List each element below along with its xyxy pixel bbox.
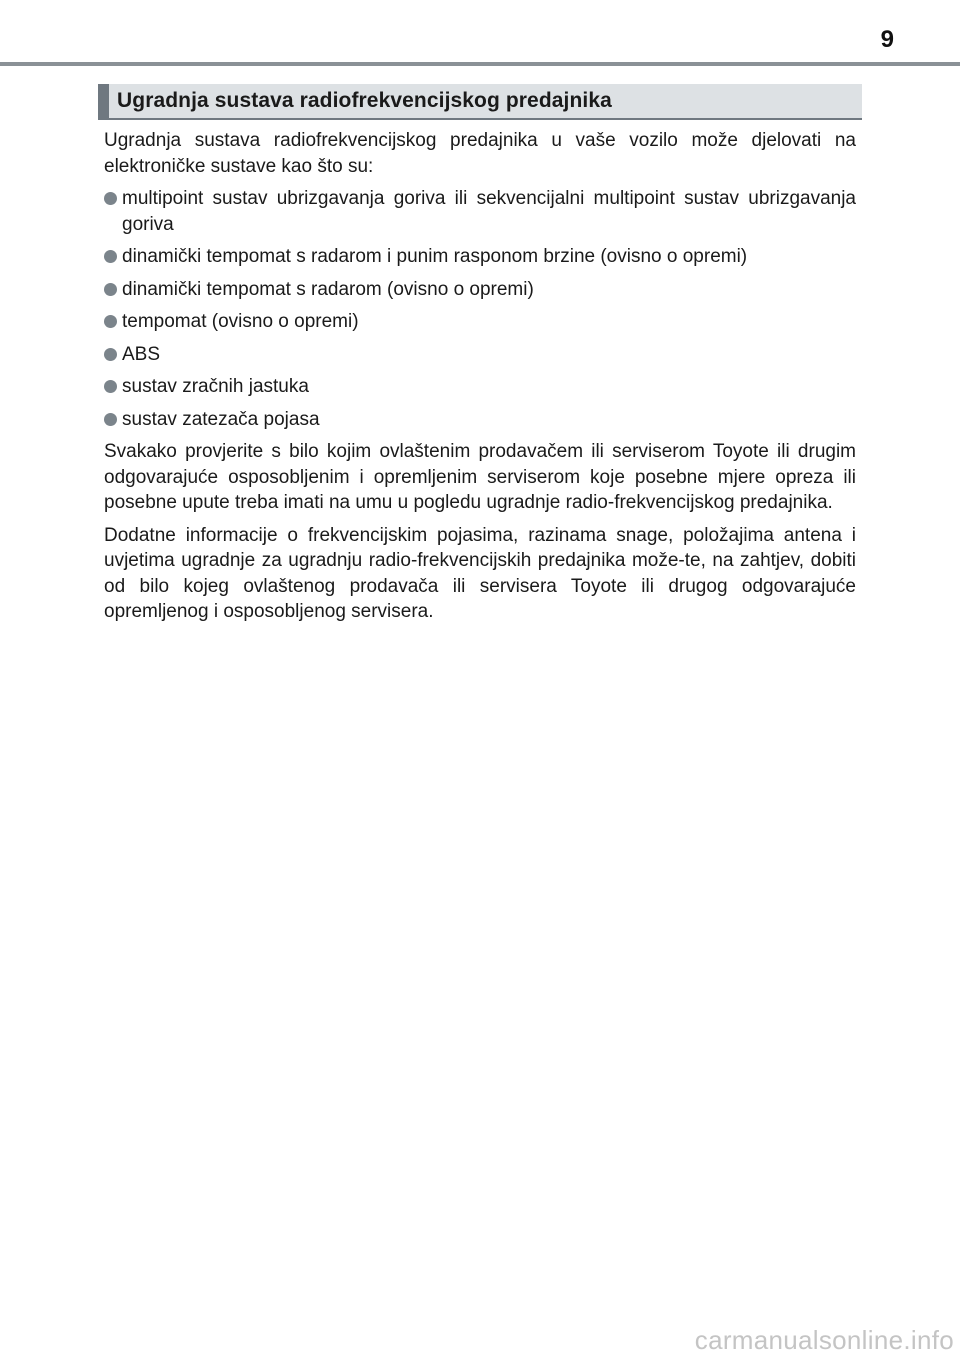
system-list <box>104 186 856 432</box>
list-item <box>104 244 856 270</box>
bullet-dot-icon <box>104 315 117 328</box>
intro-paragraph: Ugradnja sustava radiofrekvencijskog predajnika u vaše vozilo može djelovati na elektroničke sustave kao što su: <box>104 130 856 177</box>
bullet-dot-icon <box>104 192 117 205</box>
list-item-text: multipoint sustav ubrizgavanja goriva ili sekvencijalni multipoint sustav ubrizgavanja goriva <box>122 188 856 235</box>
section-header <box>98 84 862 118</box>
list-item <box>104 309 856 335</box>
list-item-text: ABS <box>122 343 161 365</box>
list-item <box>104 342 856 368</box>
list-item-text: tempomat (ovisno o opremi) <box>122 311 359 332</box>
bullet-dot-icon <box>104 380 117 393</box>
list-item-text: sustav zatezača pojasa <box>122 408 320 430</box>
list-item <box>104 374 856 400</box>
top-rule <box>0 62 960 66</box>
list-item <box>104 277 856 303</box>
section-content <box>104 128 856 632</box>
list-item-text: dinamički tempomat s radarom (ovisno o opremi) <box>122 278 534 300</box>
dealer-check-paragraph: Svakako provjerite s bilo kojim ovlaštenim prodavačem ili serviserom Toyote ili drugim odgovarajuće osposobljenim i opremljenim serviserom koje posebne mjere opreza ili posebne upute treba imati na umu u pogledu ugradnje radio-frekvencijskog predajnika. <box>104 441 856 513</box>
list-item-text: sustav zračnih jastuka <box>122 376 309 397</box>
list-item-text: dinamički tempomat s radarom i punim rasponom brzine (ovisno o opremi) <box>122 246 748 267</box>
bullet-dot-icon <box>104 283 117 296</box>
additional-info-paragraph: Dodatne informacije o frekvencijskim pojasima, razinama snage, položajima antena i uvjetima ugradnje za ugradnju radio-frekvencijskih predajnika može-te, na zahtjev, dobiti od bilo kojeg ovlaštenog prodavača ili servisera Toyote ili drugog odgovarajuće opremljenog i osposobljenog servisera. <box>104 524 856 622</box>
list-item <box>104 186 856 237</box>
page-number: 9 <box>880 26 894 53</box>
bullet-dot-icon <box>104 250 117 263</box>
list-item <box>104 407 856 433</box>
bullet-dot-icon <box>104 413 117 426</box>
bullet-dot-icon <box>104 348 117 361</box>
footer-watermark: carmanualsonline.info <box>694 1325 954 1355</box>
section-title: Ugradnja sustava radiofrekvencijskog predajnika <box>117 89 612 112</box>
